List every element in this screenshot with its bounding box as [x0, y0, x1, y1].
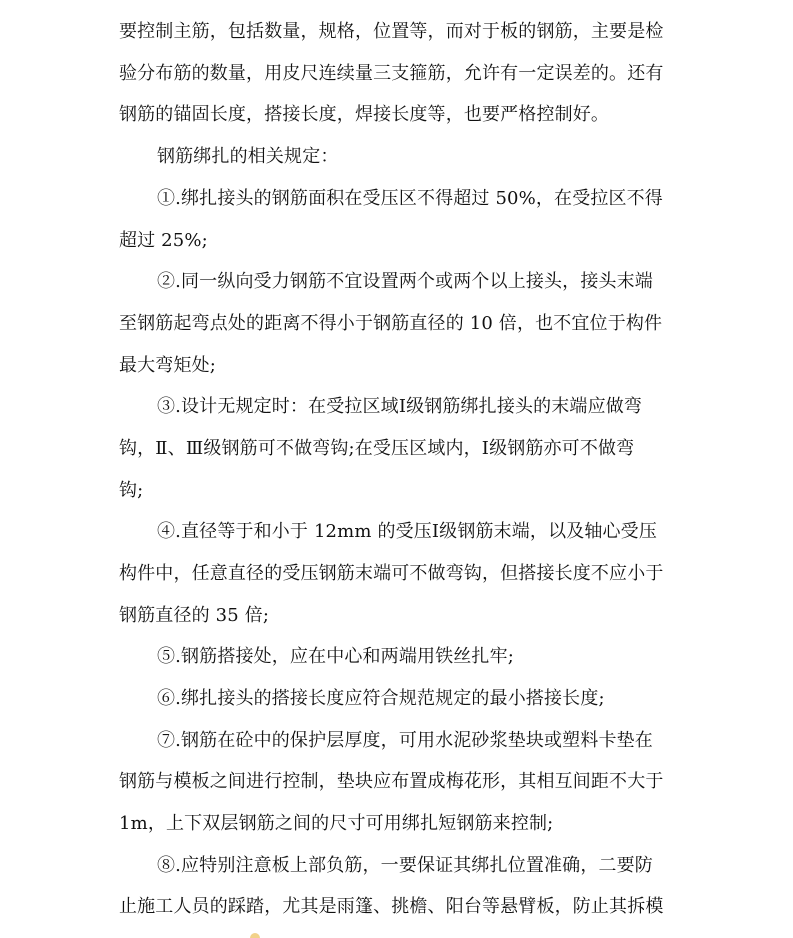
highlight-mark [250, 933, 260, 938]
body-text-line: 钢筋的锚固长度，搭接长度，焊接长度等，也要严格控制好。 [119, 104, 610, 125]
rule-item-4-continuation: 构件中，任意直径的受压钢筋末端可不做弯钩，但搭接长度不应小于 [119, 563, 664, 584]
rule-item-8: ⑧.应特别注意板上部负筋，一要保证其绑扎位置准确，二要防 [157, 855, 653, 876]
rule-item-6: ⑥.绑扎接头的搭接长度应符合规范规定的最小搭接长度; [157, 688, 605, 709]
rule-item-7-continuation: 钢筋与模板之间进行控制，垫块应布置成梅花形，其相互间距不大于 [119, 771, 664, 792]
rule-item-2: ②.同一纵向受力钢筋不宜设置两个或两个以上接头，接头末端 [157, 271, 653, 292]
body-text-line: 要控制主筋，包括数量，规格，位置等，而对于板的钢筋，主要是检 [119, 21, 664, 42]
rule-item-7-continuation: 1m，上下双层钢筋之间的尺寸可用绑扎短钢筋来控制; [119, 813, 554, 834]
rule-item-2-continuation: 至钢筋起弯点处的距离不得小于钢筋直径的 10 倍，也不宜位于构件 [119, 313, 663, 334]
rule-item-3-continuation: 钩; [119, 480, 144, 501]
rule-item-3: ③.设计无规定时：在受拉区域Ⅰ级钢筋绑扎接头的末端应做弯 [157, 396, 643, 417]
rule-item-2-continuation: 最大弯矩处; [119, 355, 216, 376]
body-text-line: 验分布筋的数量，用皮尺连续量三支箍筋，允许有一定误差的。还有 [119, 63, 664, 84]
rule-item-3-continuation: 钩，Ⅱ、Ⅲ级钢筋可不做弯钩;在受压区域内，Ⅰ级钢筋亦可不做弯 [119, 438, 635, 459]
rule-item-4: ④.直径等于和小于 12mm 的受压Ⅰ级钢筋末端，以及轴心受压 [157, 521, 657, 542]
rule-item-4-continuation: 钢筋直径的 35 倍; [119, 605, 270, 626]
section-heading: 钢筋绑扎的相关规定： [157, 146, 339, 167]
rule-item-8-continuation: 止施工人员的踩踏，尤其是雨篷、挑檐、阳台等悬臂板，防止其拆模 [119, 896, 664, 917]
rule-item-5: ⑤.钢筋搭接处，应在中心和两端用铁丝扎牢; [157, 646, 514, 667]
rule-item-1-continuation: 超过 25%; [119, 230, 208, 251]
rule-item-1: ①.绑扎接头的钢筋面积在受压区不得超过 50%，在受拉区不得 [157, 188, 663, 209]
rule-item-7: ⑦.钢筋在砼中的保护层厚度，可用水泥砂浆垫块或塑料卡垫在 [157, 730, 653, 751]
